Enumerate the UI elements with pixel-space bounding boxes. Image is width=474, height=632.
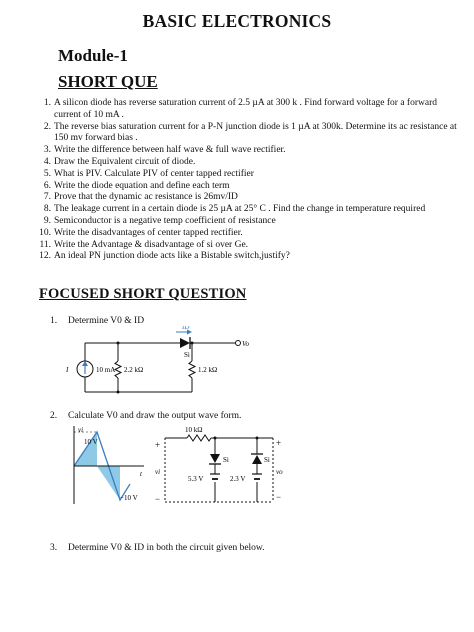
axis-label: vi: [78, 426, 84, 434]
short-questions-heading: SHORT QUE: [58, 72, 158, 91]
source-value: 10 mA: [96, 366, 116, 374]
question-text: Calculate V0 and draw the output wave form.: [68, 411, 242, 421]
source-label: I: [66, 366, 69, 374]
question-number: 8.: [43, 204, 51, 215]
question-text: A silicon diode has reverse saturation current of 2.5 µA at 300 k . Find forward voltage for a forward current of 10 mA .: [54, 98, 437, 120]
resistor1-value: 2.2 kΩ: [124, 366, 144, 374]
question-number: 12.: [39, 251, 51, 262]
diode-icon: [180, 338, 190, 348]
question-text: Draw the Equivalent circuit of diode.: [54, 156, 196, 167]
input-label: vi: [155, 468, 161, 476]
peak-positive: 10 V: [84, 438, 98, 446]
short-question: [37, 240, 457, 252]
input-waveform: [62, 424, 152, 506]
diode1-label: Si: [223, 456, 229, 464]
focused-question-2: [50, 411, 241, 421]
short-question: [37, 122, 457, 146]
focused-question-1: [50, 316, 144, 326]
focused-question-3: [50, 543, 265, 553]
circuit-diagram-2: [155, 424, 290, 508]
short-question: [37, 192, 457, 204]
output-label: Vo: [242, 340, 249, 348]
short-question: [37, 204, 457, 216]
resistor-value: 10 kΩ: [185, 426, 203, 434]
source1-value: 5.3 V: [188, 475, 204, 483]
question-number: 7.: [43, 192, 51, 203]
output-minus: −: [276, 492, 282, 502]
question-number: 5.: [43, 168, 51, 179]
question-number: 11.: [39, 239, 51, 250]
document-title: BASIC ELECTRONICS: [142, 11, 332, 31]
question-text: Write the disadvantages of center tapped rectifier.: [54, 227, 243, 238]
question-text: Write the difference between half wave & full wave rectifier.: [54, 145, 286, 156]
current-label: ID: [182, 326, 190, 331]
source2-value: 2.3 V: [230, 475, 246, 483]
short-question: [37, 228, 457, 240]
question-text: Semiconductor is a negative temp coefficient of resistance: [54, 215, 276, 226]
short-question: [37, 145, 457, 157]
diode-icon: [210, 454, 220, 463]
question-text: Determine V0 & ID: [68, 316, 145, 326]
short-question: [37, 181, 457, 193]
question-text: Prove that the dynamic ac resistance is 26mv/ID: [54, 192, 238, 203]
question-number: 4.: [43, 156, 51, 167]
question-number: 6.: [43, 180, 51, 191]
short-question: [37, 98, 457, 122]
module-heading: Module-1: [58, 46, 128, 65]
resistor2-value: 1.2 kΩ: [198, 366, 218, 374]
question-text: Write the diode equation and define each term: [54, 180, 230, 191]
question-number: 1.: [50, 316, 58, 326]
short-question: [37, 157, 457, 169]
focused-questions-heading: FOCUSED SHORT QUESTION: [39, 286, 247, 302]
diode-icon: [252, 455, 262, 464]
input-plus: +: [155, 440, 161, 450]
question-text: The leakage current in a certain diode is 25 µA at 25° C . Find the change in temperature required: [54, 204, 426, 215]
input-minus: −: [155, 494, 161, 504]
question-text: The reverse bias saturation current for a P-N junction diode is 1 µA at 300k. Determine its ac resistance at 150 mv forward bias .: [54, 121, 457, 144]
output-plus: +: [276, 438, 282, 448]
question-number: 3.: [50, 543, 58, 553]
output-label: vo: [276, 468, 283, 476]
time-label: t: [140, 470, 142, 478]
short-question: [37, 169, 457, 181]
short-question: [37, 216, 457, 228]
question-number: 2.: [50, 411, 58, 421]
question-text: Write the Advantage & disadvantage of si over Ge.: [54, 239, 249, 250]
question-text: Determine V0 & ID in both the circuit given below.: [68, 543, 265, 553]
question-number: 2.: [43, 121, 51, 132]
question-text: An ideal PN junction diode acts like a Bistable switch,justify?: [54, 251, 290, 262]
question-number: 1.: [43, 98, 51, 108]
short-question: [37, 251, 457, 263]
question-number: 3.: [43, 145, 51, 156]
peak-negative: −10 V: [120, 494, 138, 502]
diode-label: Si: [184, 351, 190, 359]
question-number: 9.: [43, 215, 51, 226]
question-text: What is PIV. Calculate PIV of center tapped rectifier: [54, 168, 254, 179]
circuit-diagram-1: [60, 326, 250, 398]
short-question-list: [37, 98, 457, 263]
question-number: 10.: [39, 227, 51, 238]
diode2-label: Si: [264, 456, 270, 464]
